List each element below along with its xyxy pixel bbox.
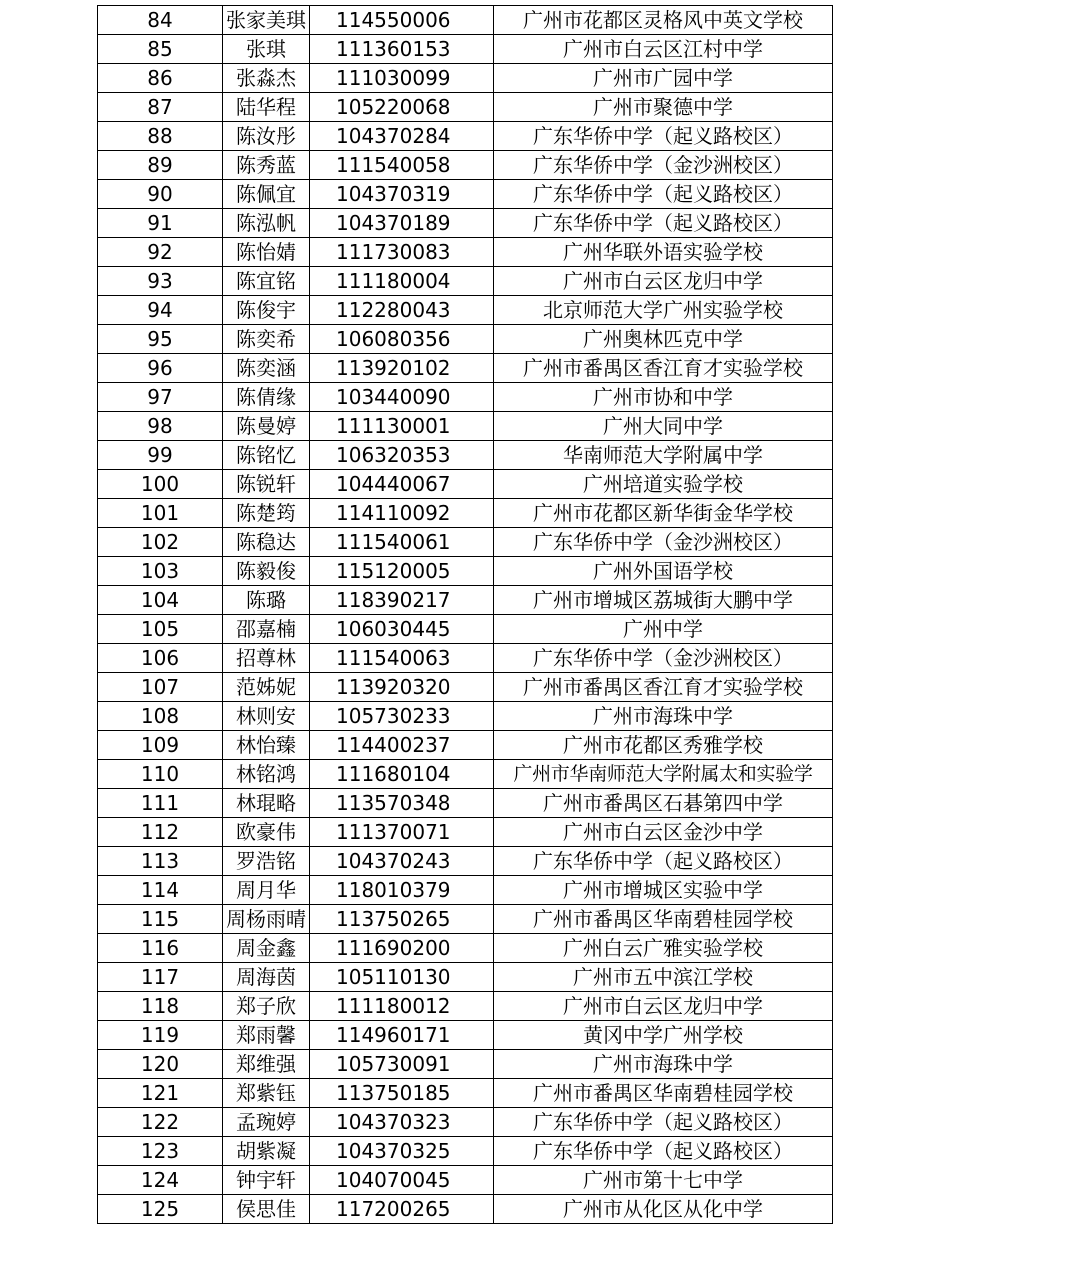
student-name-cell: 陈怡婧: [223, 238, 310, 267]
student-name-cell: 郑子欣: [223, 992, 310, 1021]
exam-id-cell: 113920320: [310, 673, 494, 702]
exam-id-cell: 105110130: [310, 963, 494, 992]
student-name-cell: 周杨雨晴: [223, 905, 310, 934]
student-name-cell: 陈俊宇: [223, 296, 310, 325]
student-name-cell: 张淼杰: [223, 64, 310, 93]
row-number-cell: 97: [98, 383, 223, 412]
student-name-cell: 陈毅俊: [223, 557, 310, 586]
table-row: [98, 731, 833, 760]
exam-id-cell: 111540063: [310, 644, 494, 673]
student-name-cell: 周海茵: [223, 963, 310, 992]
exam-id-cell: 117200265: [310, 1195, 494, 1224]
table-row: [98, 354, 833, 383]
exam-id-cell: 114550006: [310, 6, 494, 35]
exam-id-cell: 114960171: [310, 1021, 494, 1050]
row-number-cell: 120: [98, 1050, 223, 1079]
row-number-cell: 109: [98, 731, 223, 760]
exam-id-cell: 113750265: [310, 905, 494, 934]
exam-id-cell: 111540058: [310, 151, 494, 180]
exam-id-cell: 104370189: [310, 209, 494, 238]
table-row: [98, 1137, 833, 1166]
student-name-cell: 陈楚筠: [223, 499, 310, 528]
row-number-cell: 90: [98, 180, 223, 209]
table-row: [98, 441, 833, 470]
school-name-cell: 广州市聚德中学: [494, 93, 833, 122]
student-name-cell: 林怡臻: [223, 731, 310, 760]
school-name-cell: 广州市白云区江村中学: [494, 35, 833, 64]
row-number-cell: 98: [98, 412, 223, 441]
table-row: [98, 963, 833, 992]
school-name-cell: 广州市番禺区香江育才实验学校: [494, 354, 833, 383]
school-name-cell: 广州市白云区龙归中学: [494, 267, 833, 296]
school-name-cell: 华南师范大学附属中学: [494, 441, 833, 470]
exam-id-cell: 104070045: [310, 1166, 494, 1195]
school-name-cell: 黄冈中学广州学校: [494, 1021, 833, 1050]
exam-id-cell: 104370243: [310, 847, 494, 876]
exam-id-cell: 111370071: [310, 818, 494, 847]
student-name-cell: 陈稳达: [223, 528, 310, 557]
row-number-cell: 96: [98, 354, 223, 383]
table-row: [98, 847, 833, 876]
student-name-cell: 胡紫凝: [223, 1137, 310, 1166]
school-name-cell: 广州市白云区金沙中学: [494, 818, 833, 847]
row-number-cell: 103: [98, 557, 223, 586]
school-name-cell: 广东华侨中学（金沙洲校区）: [494, 151, 833, 180]
exam-id-cell: 111130001: [310, 412, 494, 441]
table-row: [98, 35, 833, 64]
student-name-cell: 周月华: [223, 876, 310, 905]
row-number-cell: 84: [98, 6, 223, 35]
exam-id-cell: 103440090: [310, 383, 494, 412]
exam-id-cell: 111180004: [310, 267, 494, 296]
row-number-cell: 117: [98, 963, 223, 992]
table-row: [98, 151, 833, 180]
table-row: [98, 818, 833, 847]
table-row: [98, 1195, 833, 1224]
exam-id-cell: 113750185: [310, 1079, 494, 1108]
table-row: [98, 470, 833, 499]
school-name-cell: 广东华侨中学（起义路校区）: [494, 1108, 833, 1137]
school-name-cell: 广州市增城区实验中学: [494, 876, 833, 905]
table-row: [98, 122, 833, 151]
row-number-cell: 92: [98, 238, 223, 267]
row-number-cell: 93: [98, 267, 223, 296]
school-name-cell: 广州奥林匹克中学: [494, 325, 833, 354]
row-number-cell: 110: [98, 760, 223, 789]
exam-id-cell: 118010379: [310, 876, 494, 905]
exam-id-cell: 106030445: [310, 615, 494, 644]
table-row: [98, 702, 833, 731]
exam-id-cell: 114400237: [310, 731, 494, 760]
exam-id-cell: 111730083: [310, 238, 494, 267]
row-number-cell: 105: [98, 615, 223, 644]
student-name-cell: 周金鑫: [223, 934, 310, 963]
student-name-cell: 招尊林: [223, 644, 310, 673]
table-row: [98, 1050, 833, 1079]
school-name-cell: 广东华侨中学（起义路校区）: [494, 122, 833, 151]
row-number-cell: 106: [98, 644, 223, 673]
exam-id-cell: 111690200: [310, 934, 494, 963]
row-number-cell: 107: [98, 673, 223, 702]
row-number-cell: 101: [98, 499, 223, 528]
table-row: [98, 644, 833, 673]
school-name-cell: 广州培道实验学校: [494, 470, 833, 499]
school-name-cell: 广州市花都区新华街金华学校: [494, 499, 833, 528]
row-number-cell: 88: [98, 122, 223, 151]
school-name-cell: 广州市番禺区华南碧桂园学校: [494, 905, 833, 934]
exam-id-cell: 111360153: [310, 35, 494, 64]
school-name-cell: 广州白云广雅实验学校: [494, 934, 833, 963]
student-name-cell: 罗浩铭: [223, 847, 310, 876]
student-name-cell: 钟宇轩: [223, 1166, 310, 1195]
student-name-cell: 陈宜铭: [223, 267, 310, 296]
exam-id-cell: 105220068: [310, 93, 494, 122]
table-row: [98, 760, 833, 789]
school-name-cell: 广州市花都区灵格风中英文学校: [494, 6, 833, 35]
student-name-cell: 林琨略: [223, 789, 310, 818]
row-number-cell: 114: [98, 876, 223, 905]
row-number-cell: 122: [98, 1108, 223, 1137]
row-number-cell: 116: [98, 934, 223, 963]
school-name-cell: 广东华侨中学（金沙洲校区）: [494, 644, 833, 673]
exam-id-cell: 115120005: [310, 557, 494, 586]
exam-id-cell: 113570348: [310, 789, 494, 818]
school-name-cell: 广州市番禺区石碁第四中学: [494, 789, 833, 818]
student-name-cell: 欧豪伟: [223, 818, 310, 847]
row-number-cell: 95: [98, 325, 223, 354]
table-row: [98, 876, 833, 905]
student-name-cell: 郑紫钰: [223, 1079, 310, 1108]
row-number-cell: 125: [98, 1195, 223, 1224]
table-row: [98, 557, 833, 586]
exam-id-cell: 105730091: [310, 1050, 494, 1079]
exam-id-cell: 113920102: [310, 354, 494, 383]
school-name-cell: 广州市第十七中学: [494, 1166, 833, 1195]
school-name-cell: 广州市广园中学: [494, 64, 833, 93]
row-number-cell: 111: [98, 789, 223, 818]
school-name-cell: 广东华侨中学（金沙洲校区）: [494, 528, 833, 557]
row-number-cell: 115: [98, 905, 223, 934]
table-body: [98, 6, 833, 1224]
student-name-cell: 孟琬婷: [223, 1108, 310, 1137]
school-name-cell: 广州市番禺区华南碧桂园学校: [494, 1079, 833, 1108]
row-number-cell: 124: [98, 1166, 223, 1195]
table-row: [98, 296, 833, 325]
school-name-cell: 北京师范大学广州实验学校: [494, 296, 833, 325]
table-row: [98, 499, 833, 528]
exam-id-cell: 114110092: [310, 499, 494, 528]
table-row: [98, 615, 833, 644]
student-name-cell: 陈璐: [223, 586, 310, 615]
exam-id-cell: 111540061: [310, 528, 494, 557]
school-name-cell: 广州市增城区荔城街大鹏中学: [494, 586, 833, 615]
school-name-cell: 广州外国语学校: [494, 557, 833, 586]
table-row: [98, 93, 833, 122]
row-number-cell: 91: [98, 209, 223, 238]
row-number-cell: 112: [98, 818, 223, 847]
school-name-cell: 广州中学: [494, 615, 833, 644]
row-number-cell: 86: [98, 64, 223, 93]
school-name-cell: 广州华联外语实验学校: [494, 238, 833, 267]
school-name-cell: 广州大同中学: [494, 412, 833, 441]
table-row: [98, 238, 833, 267]
school-name-cell: 广州市海珠中学: [494, 702, 833, 731]
table-row: [98, 992, 833, 1021]
row-number-cell: 100: [98, 470, 223, 499]
table-row: [98, 267, 833, 296]
row-number-cell: 113: [98, 847, 223, 876]
table-row: [98, 64, 833, 93]
student-name-cell: 侯思佳: [223, 1195, 310, 1224]
table-row: [98, 412, 833, 441]
exam-id-cell: 104370323: [310, 1108, 494, 1137]
row-number-cell: 123: [98, 1137, 223, 1166]
exam-id-cell: 111180012: [310, 992, 494, 1021]
school-name-cell: 广州市海珠中学: [494, 1050, 833, 1079]
student-name-cell: 陈佩宜: [223, 180, 310, 209]
row-number-cell: 118: [98, 992, 223, 1021]
table-row: [98, 1021, 833, 1050]
exam-id-cell: 118390217: [310, 586, 494, 615]
student-name-cell: 陈倩缘: [223, 383, 310, 412]
school-name-cell: 广州市从化区从化中学: [494, 1195, 833, 1224]
school-name-cell: 广东华侨中学（起义路校区）: [494, 847, 833, 876]
student-name-cell: 陈泓帆: [223, 209, 310, 238]
student-name-cell: 邵嘉楠: [223, 615, 310, 644]
student-name-cell: 陈秀蓝: [223, 151, 310, 180]
student-name-cell: 陆华程: [223, 93, 310, 122]
school-name-cell: 广东华侨中学（起义路校区）: [494, 1137, 833, 1166]
student-list-table: [97, 5, 833, 1224]
table-row: [98, 325, 833, 354]
table-row: [98, 673, 833, 702]
table-row: [98, 905, 833, 934]
exam-id-cell: 111680104: [310, 760, 494, 789]
table-row: [98, 6, 833, 35]
student-name-cell: 林铭鸿: [223, 760, 310, 789]
table-row: [98, 1108, 833, 1137]
exam-id-cell: 111030099: [310, 64, 494, 93]
table-row: [98, 180, 833, 209]
student-name-cell: 张家美琪: [223, 6, 310, 35]
exam-id-cell: 104370284: [310, 122, 494, 151]
row-number-cell: 104: [98, 586, 223, 615]
table-row: [98, 528, 833, 557]
exam-id-cell: 106320353: [310, 441, 494, 470]
table-row: [98, 586, 833, 615]
student-name-cell: 陈铭忆: [223, 441, 310, 470]
exam-id-cell: 104370319: [310, 180, 494, 209]
school-name-cell: 广东华侨中学（起义路校区）: [494, 180, 833, 209]
student-name-cell: 郑雨馨: [223, 1021, 310, 1050]
row-number-cell: 89: [98, 151, 223, 180]
row-number-cell: 94: [98, 296, 223, 325]
row-number-cell: 119: [98, 1021, 223, 1050]
student-name-cell: 陈奕涵: [223, 354, 310, 383]
school-name-cell: 广州市协和中学: [494, 383, 833, 412]
student-name-cell: 林则安: [223, 702, 310, 731]
exam-id-cell: 112280043: [310, 296, 494, 325]
exam-id-cell: 105730233: [310, 702, 494, 731]
school-name-cell: 广州市白云区龙归中学: [494, 992, 833, 1021]
table-row: [98, 789, 833, 818]
exam-id-cell: 104440067: [310, 470, 494, 499]
student-name-cell: 陈汝彤: [223, 122, 310, 151]
table-row: [98, 209, 833, 238]
table-row: [98, 383, 833, 412]
student-name-cell: 张琪: [223, 35, 310, 64]
row-number-cell: 87: [98, 93, 223, 122]
row-number-cell: 108: [98, 702, 223, 731]
table-row: [98, 1166, 833, 1195]
school-name-cell: 广州市花都区秀雅学校: [494, 731, 833, 760]
row-number-cell: 99: [98, 441, 223, 470]
student-name-cell: 陈奕希: [223, 325, 310, 354]
student-name-cell: 郑维强: [223, 1050, 310, 1079]
school-name-cell: 广州市华南师范大学附属太和实验学: [494, 760, 833, 789]
exam-id-cell: 106080356: [310, 325, 494, 354]
school-name-cell: 广州市番禺区香江育才实验学校: [494, 673, 833, 702]
row-number-cell: 85: [98, 35, 223, 64]
school-name-cell: 广东华侨中学（起义路校区）: [494, 209, 833, 238]
table-row: [98, 934, 833, 963]
row-number-cell: 102: [98, 528, 223, 557]
student-name-cell: 陈曼婷: [223, 412, 310, 441]
row-number-cell: 121: [98, 1079, 223, 1108]
student-name-cell: 范姊妮: [223, 673, 310, 702]
student-name-cell: 陈锐轩: [223, 470, 310, 499]
table-row: [98, 1079, 833, 1108]
exam-id-cell: 104370325: [310, 1137, 494, 1166]
school-name-cell: 广州市五中滨江学校: [494, 963, 833, 992]
